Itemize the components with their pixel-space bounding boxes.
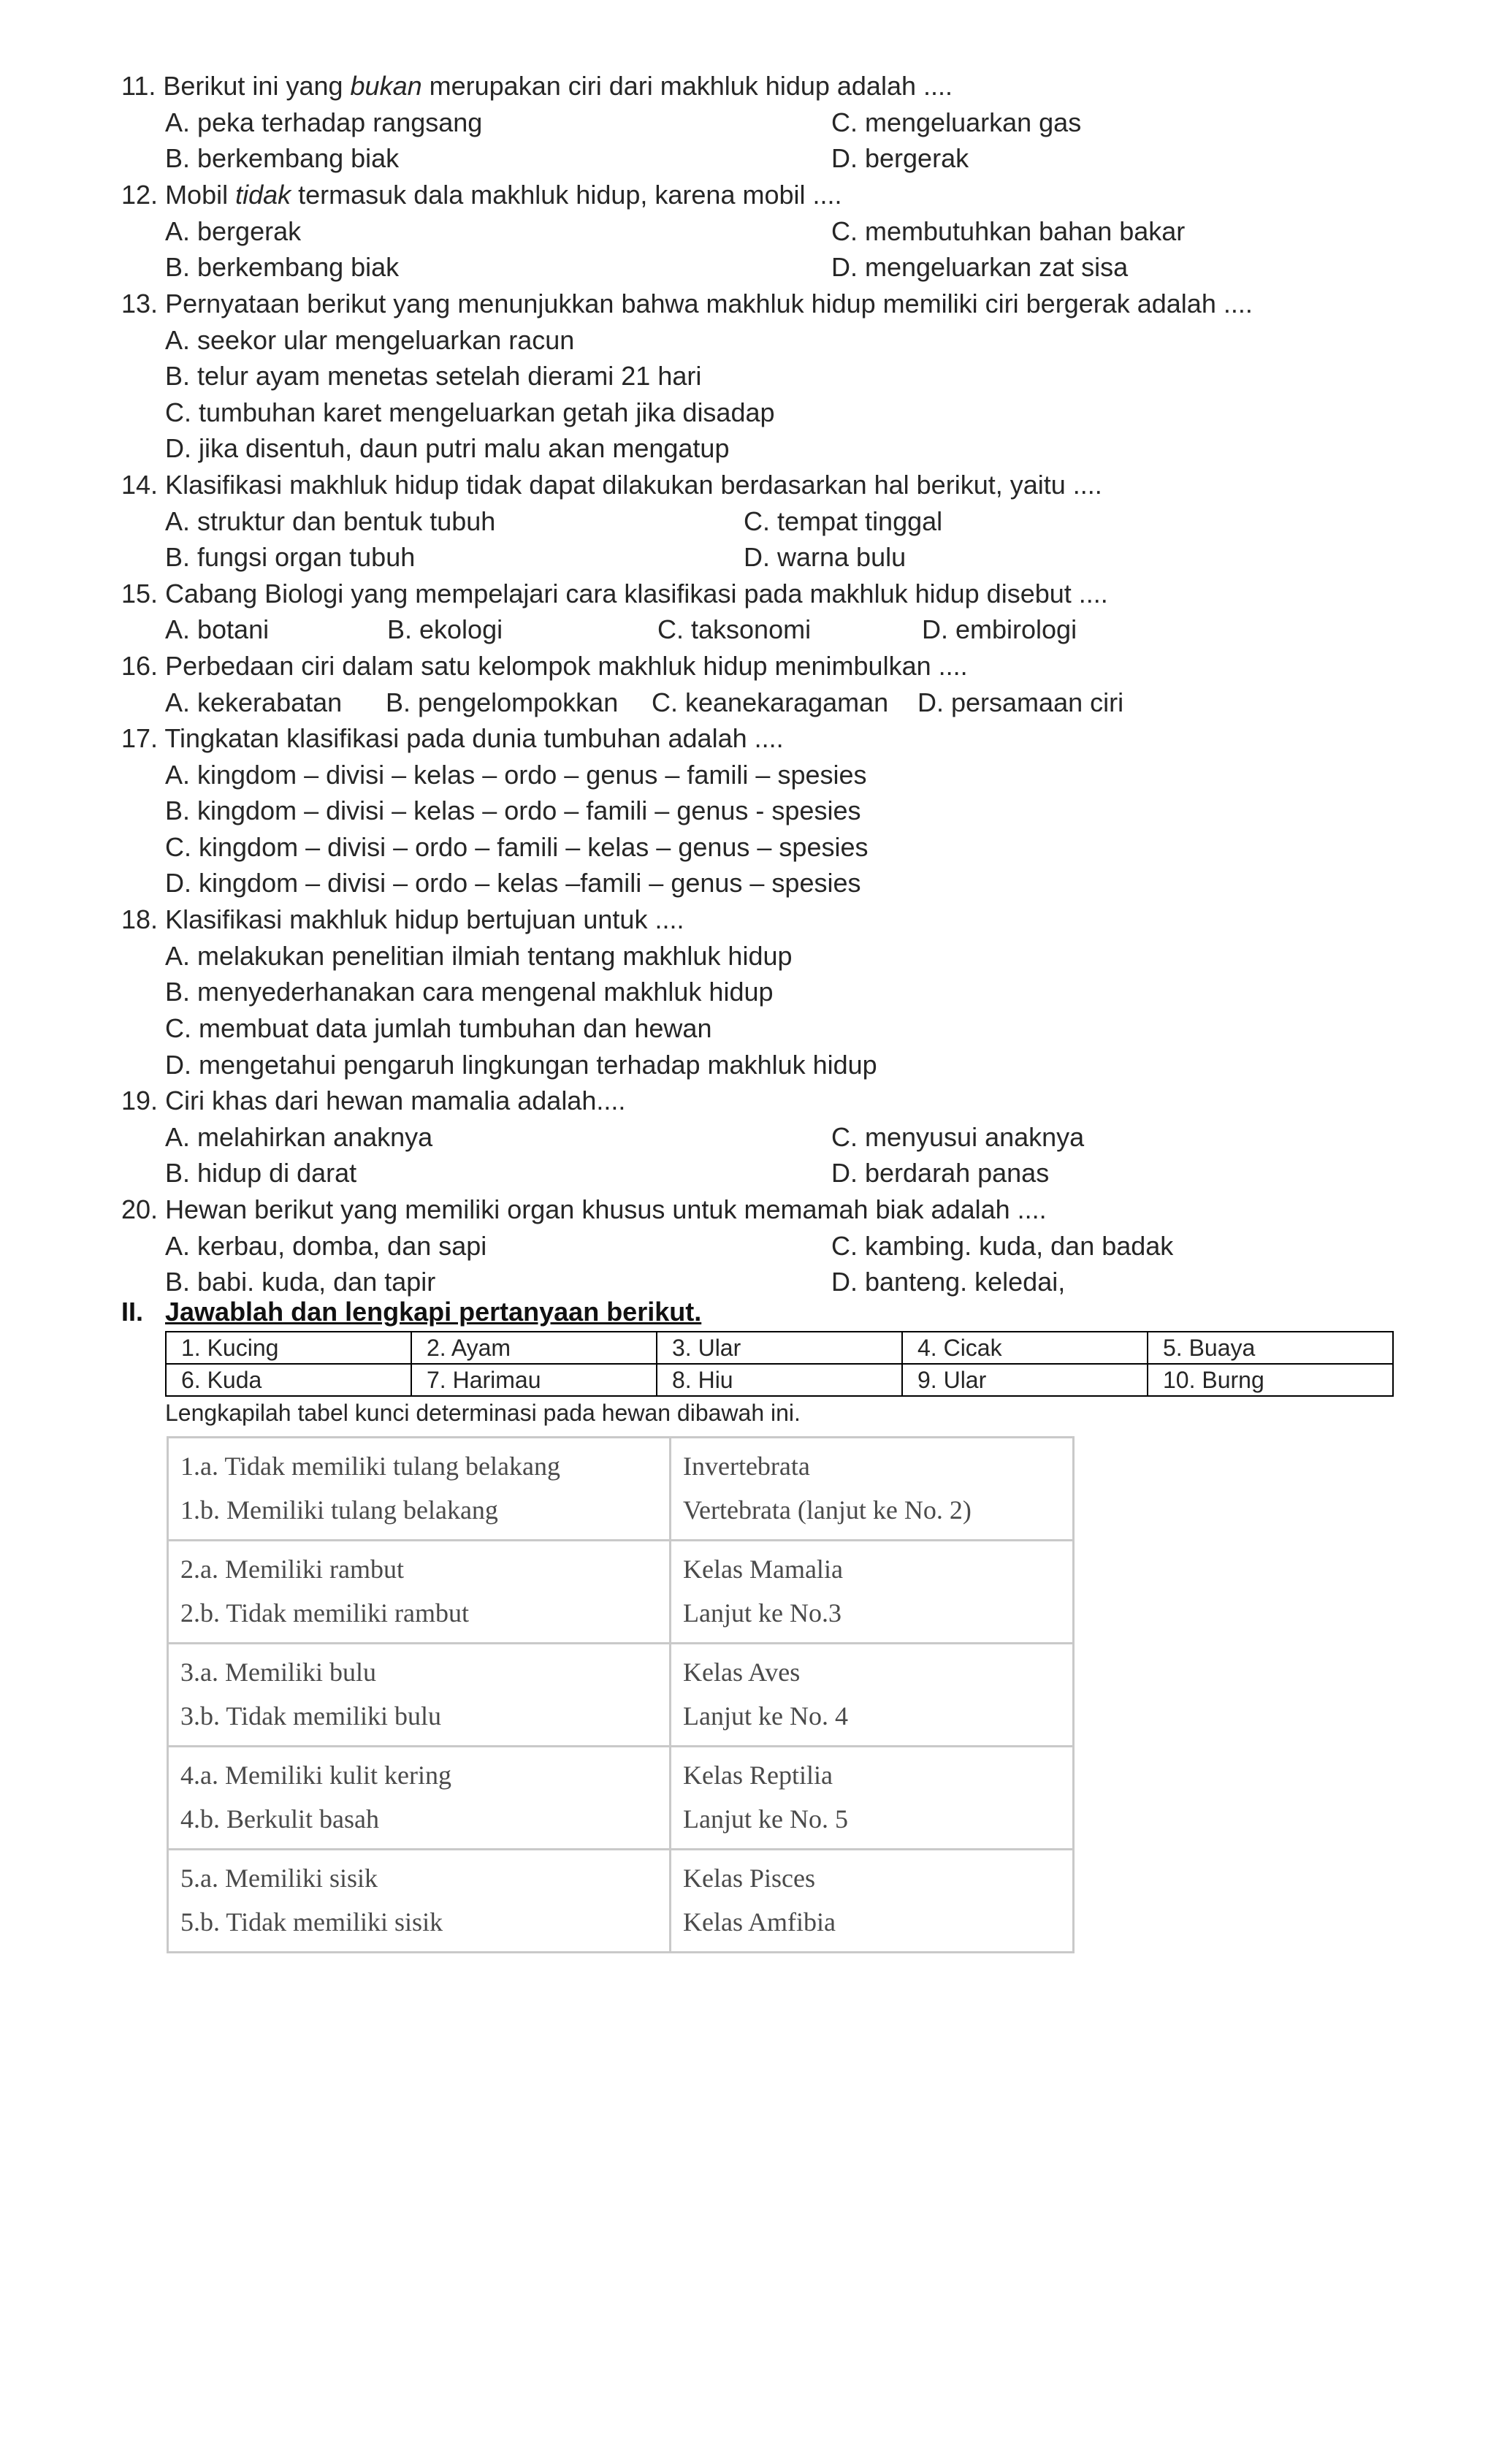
key-statements: 3.a. Memiliki bulu 3.b. Tidak memiliki bulu	[168, 1644, 671, 1747]
option: B. ekologi	[387, 614, 503, 644]
option: B. hidup di darat	[165, 1158, 357, 1188]
option: A. struktur dan bentuk tubuh	[165, 506, 496, 536]
option: A. melakukan penelitian ilmiah tentang makhluk hidup	[165, 941, 793, 971]
key-statements: 1.a. Tidak memiliki tulang belakang 1.b. Memiliki tulang belakang	[168, 1438, 671, 1541]
option: B. babi. kuda, dan tapir	[165, 1267, 436, 1297]
table-row	[168, 1644, 1074, 1747]
option: C. keanekaragaman	[652, 687, 889, 717]
option: C. kambing. kuda, dan badak	[831, 1231, 1174, 1261]
question-16: 16. Perbedaan ciri dalam satu kelompok makhluk hidup menimbulkan ....	[121, 651, 968, 681]
option: D. mengeluarkan zat sisa	[831, 252, 1129, 282]
determination-key-table	[167, 1436, 1075, 1953]
table-row	[166, 1364, 1393, 1396]
option: A. kerbau, domba, dan sapi	[165, 1231, 487, 1261]
table-cell: 6. Kuda	[166, 1364, 411, 1396]
option: D. persamaan ciri	[917, 687, 1124, 717]
option: C. membutuhkan bahan bakar	[831, 216, 1186, 246]
key-results: Kelas Pisces Kelas Amfibia	[671, 1850, 1074, 1953]
option: D. embirologi	[922, 614, 1077, 644]
table-row	[168, 1541, 1074, 1644]
question-14: 14. Klasifikasi makhluk hidup tidak dapat dilakukan berdasarkan hal berikut, yaitu ....	[121, 470, 1102, 500]
key-results: Invertebrata Vertebrata (lanjut ke No. 2)	[671, 1438, 1074, 1541]
table-cell: 10. Burng	[1148, 1364, 1393, 1396]
question-11: 11. Berikut ini yang bukan merupakan ciri dari makhluk hidup adalah ....	[121, 71, 953, 101]
key-statements: 5.a. Memiliki sisik 5.b. Tidak memiliki sisik	[168, 1850, 671, 1953]
option: A. kingdom – divisi – kelas – ordo – genus – famili – spesies	[165, 760, 867, 790]
instruction-text: Lengkapilah tabel kunci determinasi pada hewan dibawah ini.	[165, 1400, 801, 1426]
key-statements: 2.a. Memiliki rambut 2.b. Tidak memiliki rambut	[168, 1541, 671, 1644]
option: A. kekerabatan	[165, 687, 343, 717]
table-cell: 9. Ular	[902, 1364, 1148, 1396]
option: C. kingdom – divisi – ordo – famili – kelas – genus – spesies	[165, 832, 869, 862]
question-17: 17. Tingkatan klasifikasi pada dunia tumbuhan adalah ....	[121, 723, 784, 753]
table-cell: 3. Ular	[657, 1332, 902, 1364]
table-row	[168, 1438, 1074, 1541]
option: A. peka terhadap rangsang	[165, 107, 483, 137]
table-row	[166, 1332, 1393, 1364]
key-results: Kelas Mamalia Lanjut ke No.3	[671, 1541, 1074, 1644]
option: A. seekor ular mengeluarkan racun	[165, 325, 575, 355]
option: D. banteng. keledai,	[831, 1267, 1066, 1297]
table-cell: 4. Cicak	[902, 1332, 1148, 1364]
option: D. jika disentuh, daun putri malu akan mengatup	[165, 433, 730, 463]
question-20: 20. Hewan berikut yang memiliki organ khusus untuk memamah biak adalah ....	[121, 1194, 1047, 1224]
option: B. pengelompokkan	[386, 687, 619, 717]
option: A. melahirkan anaknya	[165, 1122, 433, 1152]
option: B. berkembang biak	[165, 143, 400, 173]
key-results: Kelas Reptilia Lanjut ke No. 5	[671, 1747, 1074, 1850]
question-15: 15. Cabang Biologi yang mempelajari cara klasifikasi pada makhluk hidup disebut ....	[121, 579, 1108, 609]
table-cell: 5. Buaya	[1148, 1332, 1393, 1364]
table-cell: 1. Kucing	[166, 1332, 411, 1364]
option: C. mengeluarkan gas	[831, 107, 1082, 137]
table-cell: 8. Hiu	[657, 1364, 902, 1396]
option: C. tempat tinggal	[744, 506, 943, 536]
option: A. bergerak	[165, 216, 302, 246]
option: B. telur ayam menetas setelah dierami 21 hari	[165, 361, 702, 391]
option: B. berkembang biak	[165, 252, 400, 282]
question-13: 13. Pernyataan berikut yang menunjukkan bahwa makhluk hidup memiliki ciri bergerak adalah ....	[121, 289, 1253, 319]
option: B. menyederhanakan cara mengenal makhluk hidup	[165, 977, 774, 1007]
key-results: Kelas Aves Lanjut ke No. 4	[671, 1644, 1074, 1747]
option: D. berdarah panas	[831, 1158, 1050, 1188]
section-heading: II. Jawablah dan lengkapi pertanyaan berikut.	[121, 1297, 702, 1327]
option: B. fungsi organ tubuh	[165, 542, 416, 572]
option: C. membuat data jumlah tumbuhan dan hewan	[165, 1013, 712, 1043]
table-row	[168, 1747, 1074, 1850]
table-row	[168, 1850, 1074, 1953]
option: B. kingdom – divisi – kelas – ordo – famili – genus - spesies	[165, 796, 861, 825]
option: C. menyusui anaknya	[831, 1122, 1085, 1152]
option: C. taksonomi	[657, 614, 812, 644]
option: D. mengetahui pengaruh lingkungan terhadap makhluk hidup	[165, 1050, 877, 1080]
key-statements: 4.a. Memiliki kulit kering 4.b. Berkulit basah	[168, 1747, 671, 1850]
option: A. botani	[165, 614, 270, 644]
question-19: 19. Ciri khas dari hewan mamalia adalah....	[121, 1086, 626, 1115]
table-cell: 2. Ayam	[411, 1332, 657, 1364]
table-cell: 7. Harimau	[411, 1364, 657, 1396]
option: D. kingdom – divisi – ordo – kelas –famili – genus – spesies	[165, 868, 861, 898]
animal-table	[165, 1331, 1394, 1397]
option: D. warna bulu	[744, 542, 907, 572]
option: C. tumbuhan karet mengeluarkan getah jika disadap	[165, 397, 775, 427]
question-18: 18. Klasifikasi makhluk hidup bertujuan untuk ....	[121, 904, 684, 934]
question-12: 12. Mobil tidak termasuk dala makhluk hidup, karena mobil ....	[121, 180, 842, 210]
option: D. bergerak	[831, 143, 969, 173]
